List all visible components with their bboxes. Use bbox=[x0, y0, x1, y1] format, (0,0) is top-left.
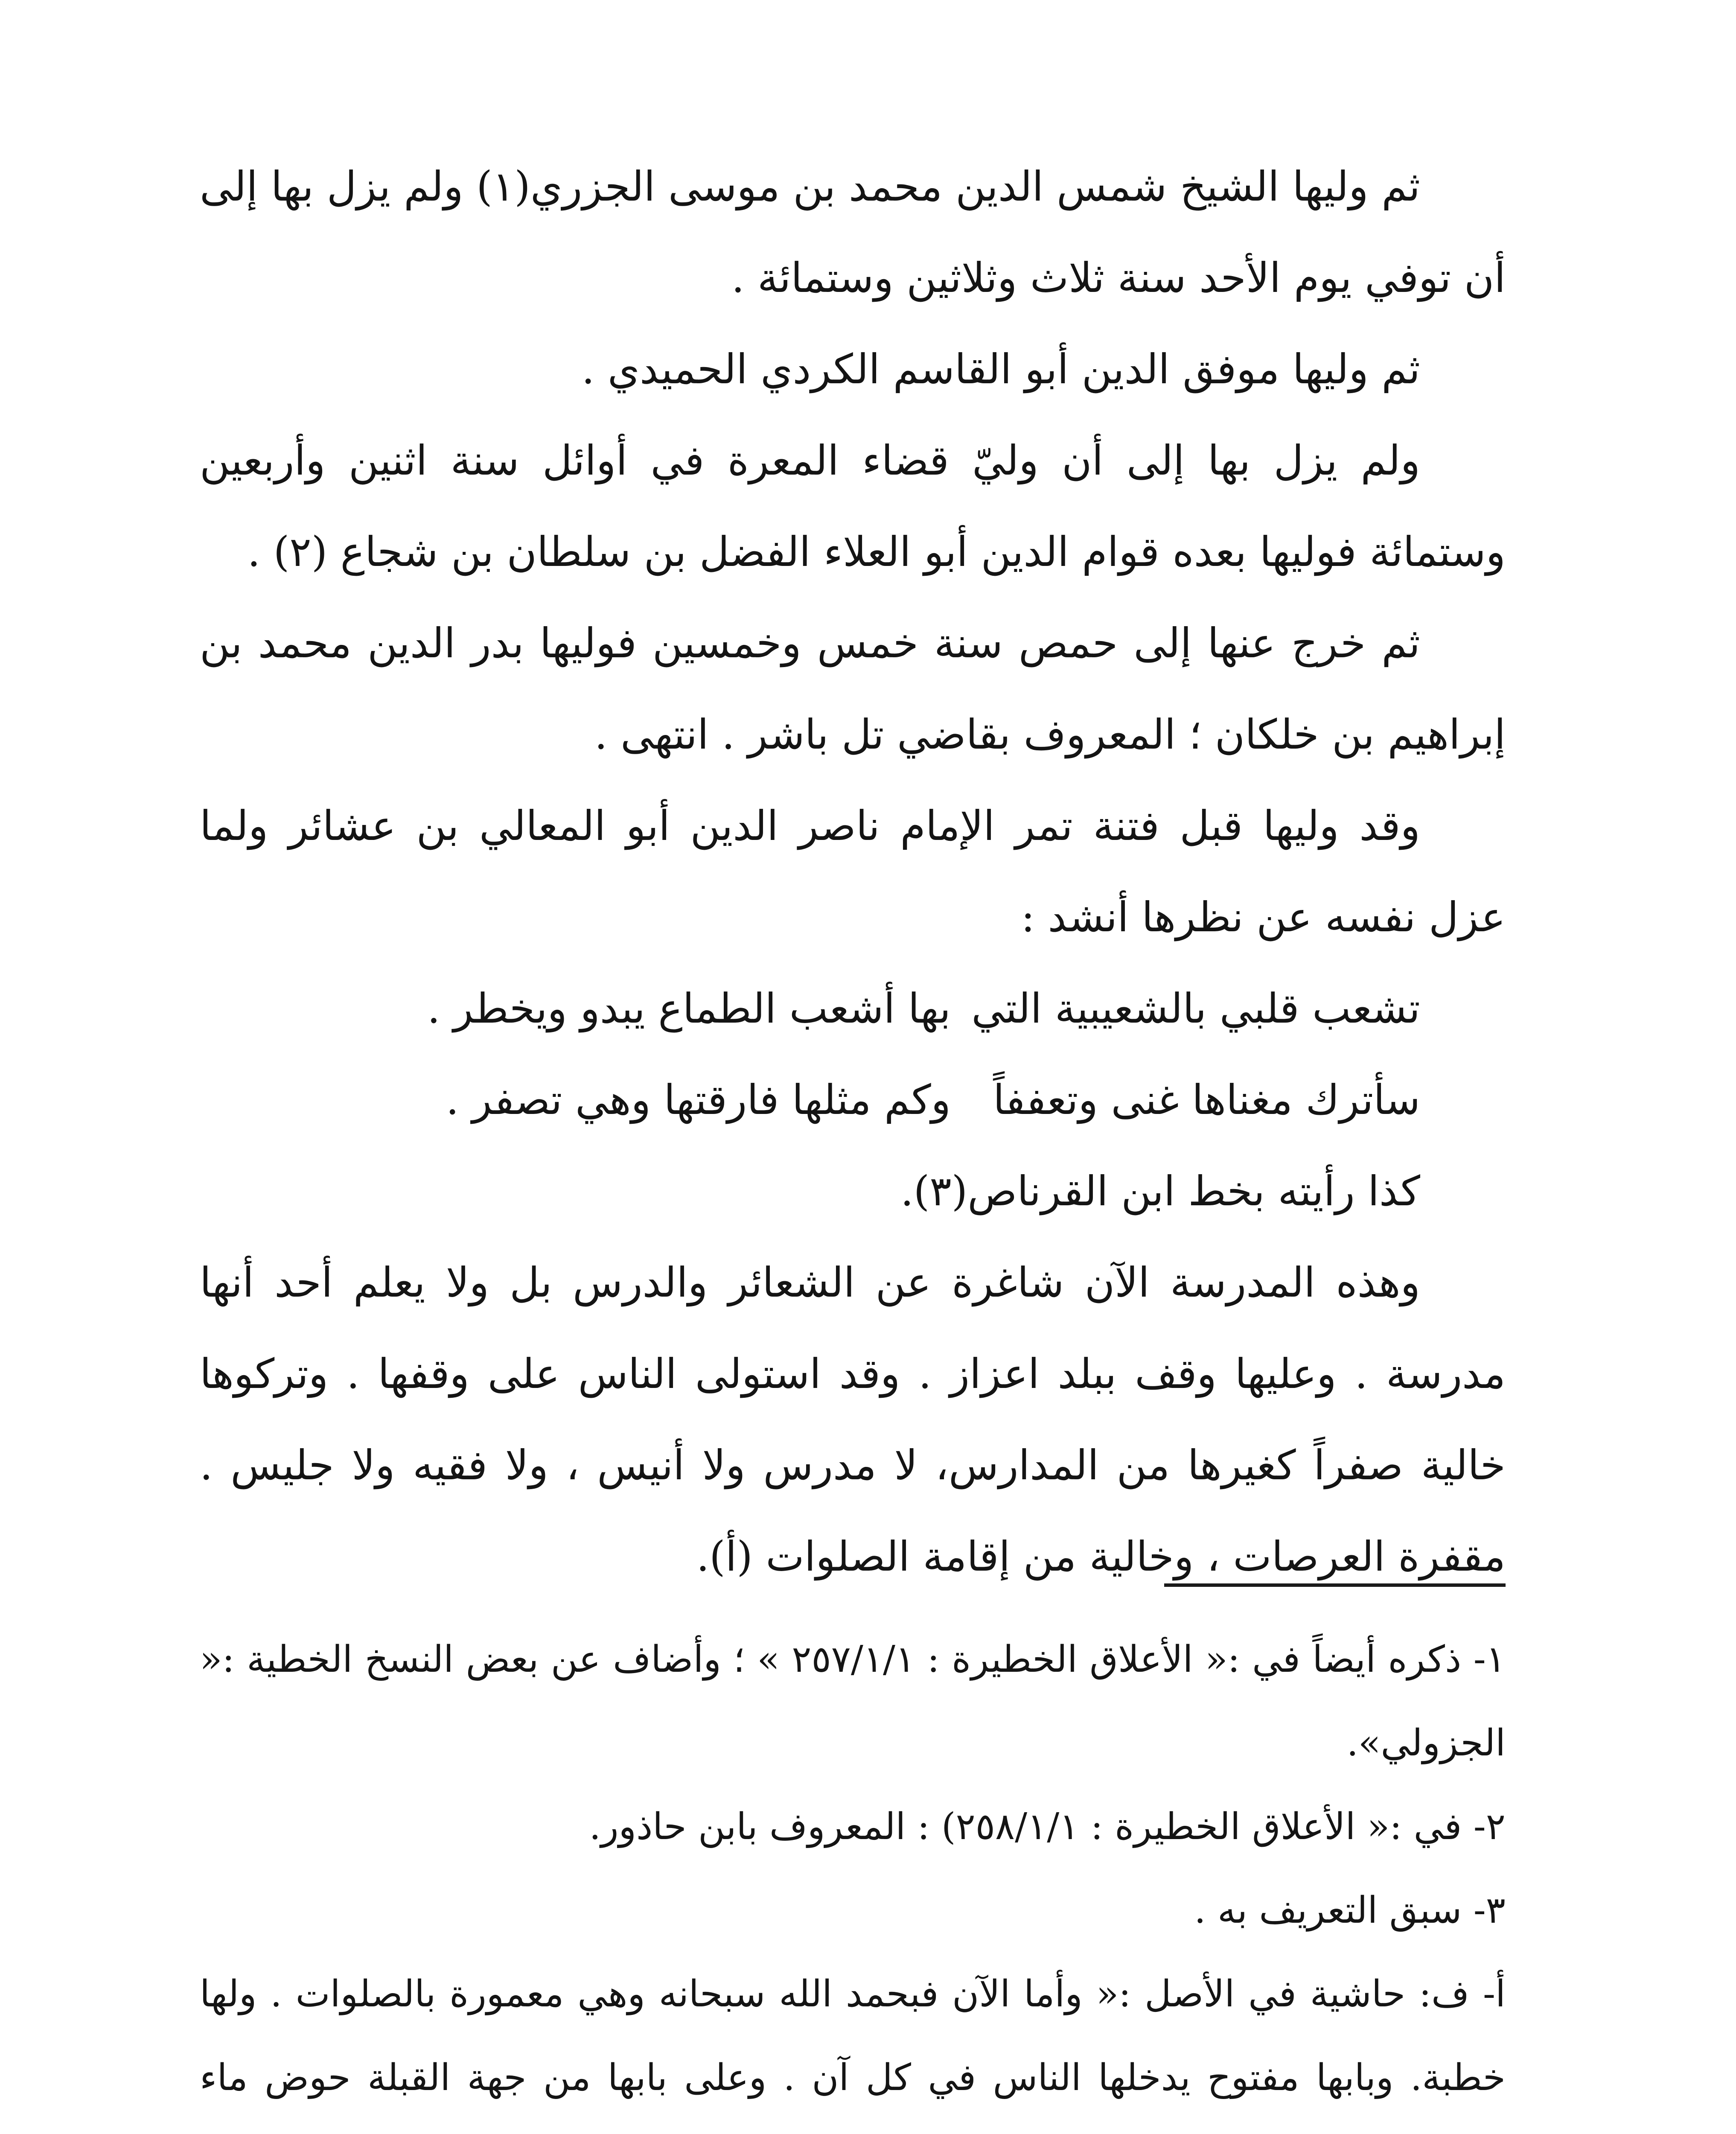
paragraph-3: ولم يزل بها إلى أن وليّ قضاء المعرة في أوائل سنة اثنين وأربعين وستمائة فوليها بعده قوام الدين أبو العلاء الفضل بن سلطان بن شجاع (٢) . bbox=[200, 437, 1506, 576]
footnote-3: ٣- سبق التعريف به . bbox=[1194, 1889, 1506, 1932]
footnote-a: أ- ف: حاشية في الأصل :« وأما الآن فبحمد الله سبحانه وهي معمورة بالصلوات . ولها خطبة. وبابها مفتوح يدخلها الناس في كل آن . وعلى بابها من جهة القبلة حوض ماء bbox=[200, 1973, 1506, 2099]
main-text bbox=[200, 141, 1506, 1602]
paragraph-7: وهذه المدرسة الآن شاغرة عن الشعائر والدرس بل ولا يعلم أحد أنها مدرسة . وعليها وقف ببلد اعزاز . وقد استولى الناس على وقفها . وتركوها خالية صفراً كغيرها من المدارس، لا مدرس ولا أنيس ، ولا فقيه ولا جليس . مقفرة العرصات ، وخالية من إقامة الصلوات (أ). bbox=[200, 1259, 1506, 1580]
verse-2-first-hemistich: سأترك مغناها غنى وتعففاً bbox=[993, 1076, 1420, 1124]
footnote-1: ١- ذكره أيضاً في :« الأعلاق الخطيرة : ٢٥٧/١/١ » ؛ وأضاف عن بعض النسخ الخطية :« الجزولي». bbox=[200, 1638, 1506, 1764]
footnotes bbox=[200, 1618, 1506, 2134]
footnote-2: ٢- في :« الأعلاق الخطيرة : ٢٥٨/١/١) : المعروف بابن حاذور. bbox=[589, 1805, 1506, 1848]
verse-line-2 bbox=[200, 1054, 1506, 1146]
footnote-separator bbox=[1164, 1583, 1506, 1587]
verse-1-first-hemistich: تشعب قلبي بالشعيبية التي bbox=[971, 985, 1420, 1032]
paragraph-5: وقد وليها قبل فتنة تمر الإمام ناصر الدين أبو المعالي بن عشائر ولما عزل نفسه عن نظرها أنشد : bbox=[200, 802, 1506, 941]
verse-1-second-hemistich: بها أشعب الطماع يبدو ويخطر . bbox=[427, 985, 951, 1032]
paragraph-2: ثم وليها موفق الدين أبو القاسم الكردي الحميدي . bbox=[581, 345, 1420, 393]
paragraph-4: ثم خرج عنها إلى حمص سنة خمس وخمسين فوليها بدر الدين محمد بن إبراهيم بن خلكان ؛ المعروف بقاضي تل باشر . انتهى . bbox=[200, 619, 1506, 758]
paragraph-6: كذا رأيته بخط ابن القرناص(٣). bbox=[900, 1167, 1420, 1215]
verse-2-second-hemistich: وكم مثلها فارقتها وهي تصفر . bbox=[446, 1076, 951, 1124]
paragraph-1: ثم وليها الشيخ شمس الدين محمد بن موسى الجزري(١) ولم يزل بها إلى أن توفي يوم الأحد سنة ثلاث وثلاثين وستمائة . bbox=[200, 163, 1506, 302]
verse-line-1 bbox=[200, 963, 1506, 1054]
